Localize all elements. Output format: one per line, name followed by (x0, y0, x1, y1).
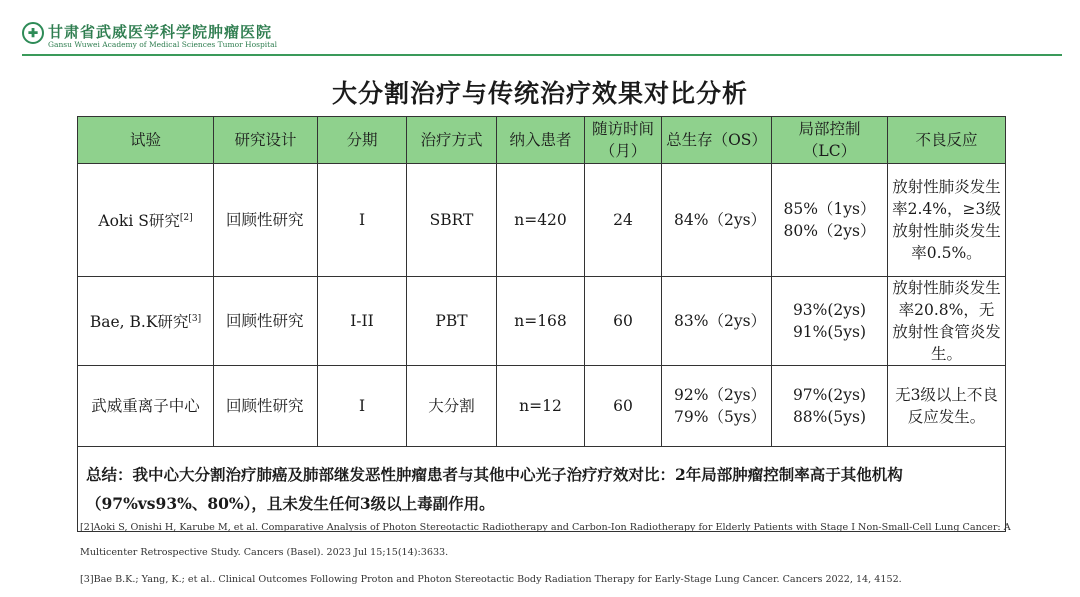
header-cell: 局部控制（LC） (772, 117, 888, 164)
header-cell: 分期 (318, 117, 407, 164)
comparison-table (77, 116, 1006, 532)
adverse-cell: 放射性肺炎发生率2.4%，≥3级放射性肺炎发生率0.5%。 (888, 164, 1006, 277)
stage-cell: I (318, 366, 407, 447)
header-cell: 试验 (78, 117, 214, 164)
header-cell: 总生存（OS） (662, 117, 772, 164)
slide-header (22, 14, 1062, 54)
design-cell: 回顾性研究 (214, 164, 318, 277)
summary-text: 总结：我中心大分割治疗肺癌及肺部继发恶性肿瘤患者与其他中心光子治疗疗效对比：2年局部肿瘤控制率高于其他机构（97%vs93%、80%），且未发生任何3级以上毒副作用。 (78, 447, 1006, 532)
reference-2-line2: Multicenter Retrospective Study. Cancers (Basel). 2023 Jul 15;15(14):3633. (80, 547, 449, 558)
patients-cell: n=168 (497, 277, 585, 366)
followup-cell: 60 (585, 277, 662, 366)
reference-2-line1: [2]Aoki S, Onishi H, Karube M, et al. Comparative Analysis of Photon Stereotactic Radiotherapy and Carbon-Ion Radiotherapy for Elderly Patients with Stage I Non-Small-Cell Lung Cancer: A (80, 522, 1011, 533)
stage-cell: I (318, 164, 407, 277)
header-cell: 治疗方式 (407, 117, 497, 164)
os-cell: 83%（2ys） (662, 277, 772, 366)
header-divider (22, 54, 1062, 56)
header-cell: 不良反应 (888, 117, 1006, 164)
stage-cell: I-II (318, 277, 407, 366)
design-cell: 回顾性研究 (214, 277, 318, 366)
method-cell: PBT (407, 277, 497, 366)
adverse-cell: 放射性肺炎发生率20.8%，无放射性食管炎发生。 (888, 277, 1006, 366)
trial-cell: Aoki S研究[2] (78, 164, 214, 277)
lc-cell: 85%（1ys） 80%（2ys） (772, 164, 888, 277)
table-row (78, 277, 1006, 366)
hospital-name-en: Gansu Wuwei Academy of Medical Sciences Tumor Hospital (48, 40, 278, 49)
os-cell: 92%（2ys） 79%（5ys） (662, 366, 772, 447)
lc-cell: 93%(2ys) 91%(5ys) (772, 277, 888, 366)
followup-cell: 24 (585, 164, 662, 277)
reference-3: [3]Bae B.K.; Yang, K.; et al.. Clinical Outcomes Following Proton and Photon Stereotactic Body Radiation Therapy for Early-Stage Lung Cancer. Cancers 2022, 14, 4152. (80, 574, 902, 585)
followup-cell: 60 (585, 366, 662, 447)
design-cell: 回顾性研究 (214, 366, 318, 447)
summary-row (78, 447, 1006, 532)
adverse-cell: 无3级以上不良反应发生。 (888, 366, 1006, 447)
trial-cell: Bae, B.K研究[3] (78, 277, 214, 366)
lc-cell: 97%(2ys) 88%(5ys) (772, 366, 888, 447)
os-cell: 84%（2ys） (662, 164, 772, 277)
patients-cell: n=12 (497, 366, 585, 447)
hospital-logo-icon: ✚ (22, 22, 44, 44)
patients-cell: n=420 (497, 164, 585, 277)
table-header-row (78, 117, 1006, 164)
method-cell: SBRT (407, 164, 497, 277)
header-cell: 随访时间（月） (585, 117, 662, 164)
header-cell: 纳入患者 (497, 117, 585, 164)
header-cell: 研究设计 (214, 117, 318, 164)
method-cell: 大分割 (407, 366, 497, 447)
table-row (78, 164, 1006, 277)
slide-title: 大分割治疗与传统治疗效果对比分析 (331, 79, 748, 108)
trial-cell: 武威重离子中心 (78, 366, 214, 447)
hospital-name-cn: 甘肃省武威医学科学院肿瘤医院 (48, 23, 273, 41)
table-row (78, 366, 1006, 447)
